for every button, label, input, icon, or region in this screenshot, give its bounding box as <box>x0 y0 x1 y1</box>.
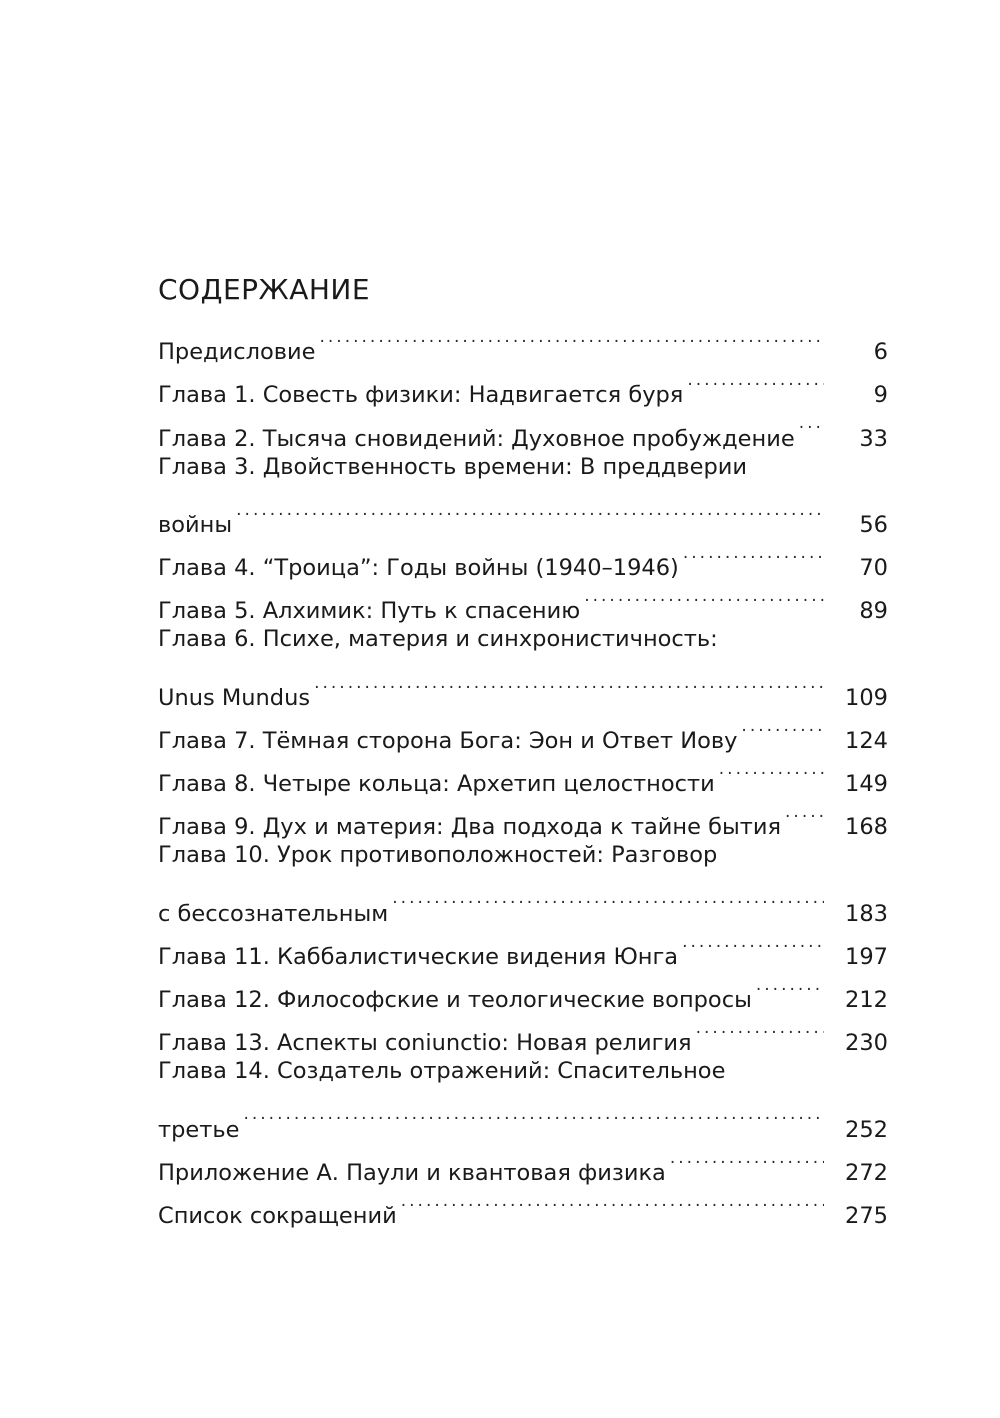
toc-page-number: 56 <box>859 511 888 538</box>
dot-leader <box>314 662 824 705</box>
toc-entry-line <box>158 877 888 927</box>
toc-page-number: 275 <box>845 1202 888 1229</box>
toc-page-number: 149 <box>845 771 888 798</box>
toc-entry <box>158 532 888 582</box>
toc-entry <box>158 1050 888 1143</box>
dot-leader <box>696 1007 824 1050</box>
dot-leader <box>670 1137 824 1180</box>
toc-page-number: 272 <box>845 1159 888 1186</box>
toc-page-number: 230 <box>845 1030 888 1057</box>
toc-entry-title: с бессознательным <box>158 900 389 927</box>
dot-leader <box>236 489 824 532</box>
toc-entry-title: Предисловие <box>158 339 316 366</box>
toc-entry-line <box>158 489 888 538</box>
toc-page-number: 252 <box>845 1116 888 1143</box>
dot-leader <box>682 921 824 964</box>
toc-page-number: 33 <box>859 425 888 452</box>
toc-entry-title: Глава 4. “Троица”: Годы войны (1940–1946) <box>158 555 679 582</box>
toc-page-number: 6 <box>873 339 888 366</box>
dot-leader <box>785 791 824 834</box>
toc-entry-title: Глава 8. Четыре кольца: Архетип целостности <box>158 771 715 798</box>
dot-leader <box>243 1093 824 1136</box>
dot-leader <box>756 964 824 1007</box>
toc-entry-title: Глава 7. Тёмная сторона Бога: Эон и Ответ Иову <box>158 727 738 754</box>
toc-entry-title: Глава 12. Философские и теологические вопросы <box>158 987 752 1013</box>
toc-list <box>158 316 888 1229</box>
toc-entry-line <box>158 618 888 661</box>
toc-entry-title: Глава 14. Создатель отражений: Спасительное <box>158 1058 726 1085</box>
toc-entry <box>158 1137 888 1186</box>
toc-entry-title: Приложение А. Паули и квантовая физика <box>158 1159 666 1186</box>
toc-page-number: 89 <box>859 598 888 625</box>
toc-page-number: 197 <box>845 943 888 970</box>
toc-entry-title: Глава 3. Двойственность времени: В преддверии <box>158 453 748 480</box>
dot-leader <box>683 532 824 575</box>
toc-entry-title: Глава 10. Урок противоположностей: Разговор <box>158 842 718 869</box>
toc-entry-title: Глава 2. Тысяча сновидений: Духовное пробуждение <box>158 425 795 452</box>
toc-entry-line <box>158 1093 888 1143</box>
toc-entry-title: Глава 9. Дух и материя: Два подхода к тайне бытия <box>158 814 781 841</box>
dot-leader <box>741 705 824 748</box>
toc-entry-line <box>158 662 888 711</box>
dot-leader <box>584 575 824 618</box>
toc-entry-title: Глава 13. Аспекты coniunctio: Новая религия <box>158 1030 692 1057</box>
toc-entry <box>158 316 888 366</box>
toc-entry-title: Глава 6. Психе, материя и синхронистичность: <box>158 626 718 653</box>
toc-page-number: 168 <box>845 814 888 841</box>
toc-entry-line <box>158 316 888 366</box>
toc-entry-title: Глава 5. Алхимик: Путь к спасению <box>158 598 581 625</box>
toc-entry-title: Глава 1. Совесть физики: Надвигается буря <box>158 382 684 409</box>
dot-leader <box>687 359 824 402</box>
toc-page-number: 109 <box>845 684 888 711</box>
dot-leader <box>392 877 824 920</box>
toc-entry-title: Список сокращений <box>158 1202 397 1229</box>
toc-entry-line <box>158 532 888 582</box>
dot-leader <box>401 1180 824 1223</box>
toc-entry-line <box>158 1050 888 1093</box>
toc-page-number: 9 <box>873 382 888 409</box>
toc-entry-title: Unus Mundus <box>158 684 311 711</box>
toc-entry-title: Глава 11. Каббалистические видения Юнга <box>158 943 679 970</box>
dot-leader <box>799 402 824 445</box>
toc-page-number: 124 <box>845 727 888 754</box>
toc-title: СОДЕРЖАНИЕ <box>158 273 371 306</box>
toc-entry-title: войны <box>158 511 233 538</box>
dot-leader <box>719 748 824 791</box>
toc-entry-title: третье <box>158 1116 240 1143</box>
toc-page-number: 70 <box>859 555 888 582</box>
toc-entry-line <box>158 1137 888 1186</box>
toc-page-number: 183 <box>845 900 888 927</box>
toc-page-number: 212 <box>845 987 888 1013</box>
toc-entry <box>158 618 888 711</box>
dot-leader <box>319 316 824 359</box>
